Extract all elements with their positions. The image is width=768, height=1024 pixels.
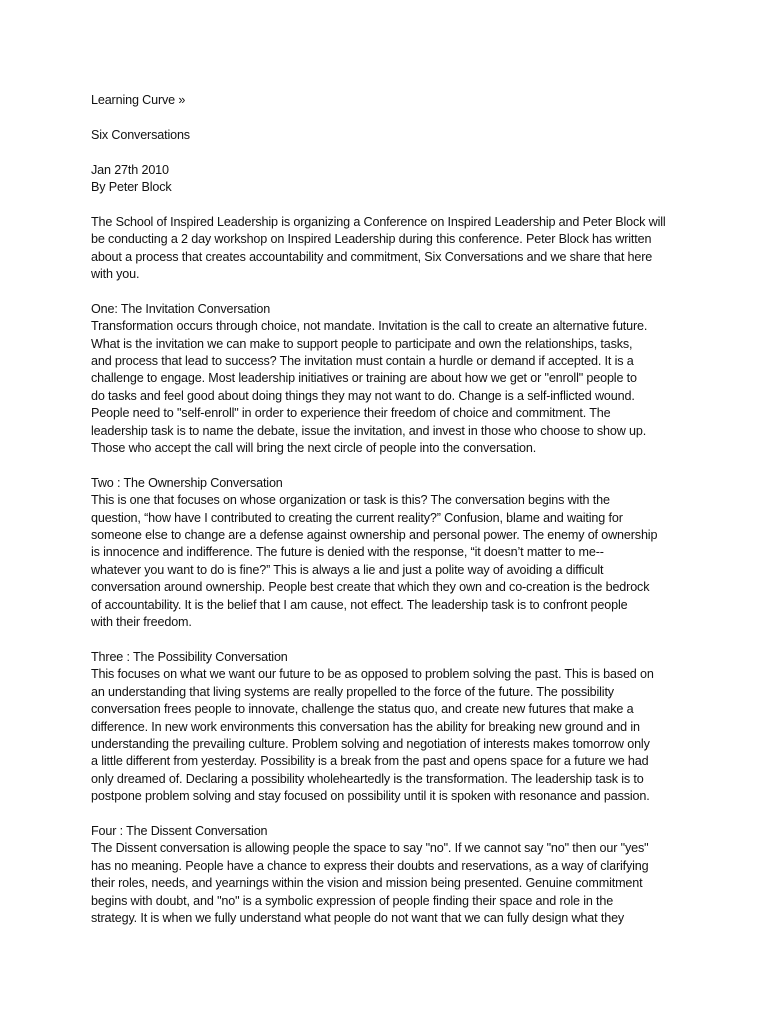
paragraph-line: What is the invitation we can make to support people to participate and own the relationships, tasks, xyxy=(91,336,633,351)
paragraph-line: People need to "self-enroll" in order to experience their freedom of choice and commitment. The xyxy=(91,406,611,421)
section-block xyxy=(91,475,691,632)
post-date: Jan 27th 2010 xyxy=(91,162,169,177)
section-heading: One: The Invitation Conversation xyxy=(91,301,271,316)
paragraph-line: The School of Inspired Leadership is organizing a Conference on Inspired Leadership and Peter Block will xyxy=(91,214,666,229)
section-block xyxy=(91,301,691,458)
paragraph-line: begins with doubt, and "no" is a symbolic expression of people finding their space and role in the xyxy=(91,893,614,908)
spacer xyxy=(91,632,691,649)
paragraph-line: conversation around ownership. People best create that which they own and co-creation is the bedrock xyxy=(91,580,650,595)
paragraph-line: their roles, needs, and yearnings within the vision and mission being presented. Genuine commitment xyxy=(91,876,643,891)
paragraph-line: This focuses on what we want our future to be as opposed to problem solving the past. This is based on xyxy=(91,667,654,682)
paragraph-line: conversation frees people to innovate, challenge the status quo, and create new futures that make a xyxy=(91,702,634,717)
paragraph-line: challenge to engage. Most leadership initiatives or training are about how we get or "enroll" people to xyxy=(91,371,637,386)
paragraph-line: an understanding that living systems are really propelled to the force of the future. The possibility xyxy=(91,684,614,699)
page-title: Six Conversations xyxy=(91,127,190,142)
paragraph-line: about a process that creates accountability and commitment, Six Conversations and we share that here xyxy=(91,249,653,264)
paragraph-line: understanding the prevailing culture. Problem solving and negotiation of interests makes tomorrow only xyxy=(91,736,650,751)
paragraph-line: The Dissent conversation is allowing people the space to say "no". If we cannot say "no" then our "yes" xyxy=(91,841,649,856)
paragraph-line: a little different from yesterday. Possibility is a break from the past and opens space for a future we had xyxy=(91,754,649,769)
spacer xyxy=(91,144,691,161)
paragraph-line: be conducting a 2 day workshop on Inspired Leadership during this conference. Peter Block has written xyxy=(91,232,652,247)
paragraph-line: Transformation occurs through choice, not mandate. Invitation is the call to create an alternative future. xyxy=(91,319,648,334)
paragraph-line: with their freedom. xyxy=(91,615,192,630)
paragraph-line: This is one that focuses on whose organization or task is this? The conversation begins with the xyxy=(91,493,610,508)
paragraph-line: and process that lead to success? The invitation must contain a hurdle or demand if accepted. It is a xyxy=(91,354,634,369)
paragraph-line: only dreamed of. Declaring a possibility wholeheartedly is the transformation. The leadership task is to xyxy=(91,771,644,786)
paragraph-line: with you. xyxy=(91,267,140,282)
section-block xyxy=(91,823,691,927)
paragraph-line: leadership task is to name the debate, issue the invitation, and invest in those who choose to show up. xyxy=(91,423,647,438)
paragraph-line: Those who accept the call will bring the next circle of people into the conversation. xyxy=(91,441,537,456)
paragraph-line: postpone problem solving and stay focused on possibility until it is spoken with resonance and passion. xyxy=(91,789,650,804)
paragraph-line: of accountability. It is the belief that I am cause, not effect. The leadership task is to confront people xyxy=(91,597,628,612)
spacer xyxy=(91,283,691,300)
section-block xyxy=(91,649,691,806)
byline: By Peter Block xyxy=(91,180,172,194)
document-body xyxy=(91,92,691,927)
intro-paragraph xyxy=(91,214,691,284)
spacer xyxy=(91,806,691,823)
paragraph-line: has no meaning. People have a chance to express their doubts and reservations, as a way of clarifying xyxy=(91,858,649,873)
spacer xyxy=(91,109,691,126)
paragraph-line: is innocence and indifference. The future is denied with the response, “it doesn’t matter to me-- xyxy=(91,545,604,560)
spacer xyxy=(91,457,691,474)
spacer xyxy=(91,196,691,213)
breadcrumb-link[interactable]: Learning Curve » xyxy=(91,93,186,107)
paragraph-line: strategy. It is when we fully understand what people do not want that we can fully design what they xyxy=(91,910,625,925)
section-heading: Three : The Possibility Conversation xyxy=(91,649,288,664)
paragraph-line: question, “how have I contributed to creating the current reality?” Confusion, blame and waiting for xyxy=(91,510,623,525)
sections-container xyxy=(91,301,691,928)
paragraph-line: whatever you want to do is fine?” This is always a lie and just a polite way of avoiding a difficult xyxy=(91,562,604,577)
paragraph-line: difference. In new work environments this conversation has the ability for breaking new ground and in xyxy=(91,719,640,734)
section-heading: Two : The Ownership Conversation xyxy=(91,475,283,490)
section-heading: Four : The Dissent Conversation xyxy=(91,823,268,838)
paragraph-line: someone else to change are a defense against ownership and personal power. The enemy of ownership xyxy=(91,528,658,543)
paragraph-line: do tasks and feel good about doing things they may not want to do. Change is a self-inflicted wound. xyxy=(91,388,635,403)
